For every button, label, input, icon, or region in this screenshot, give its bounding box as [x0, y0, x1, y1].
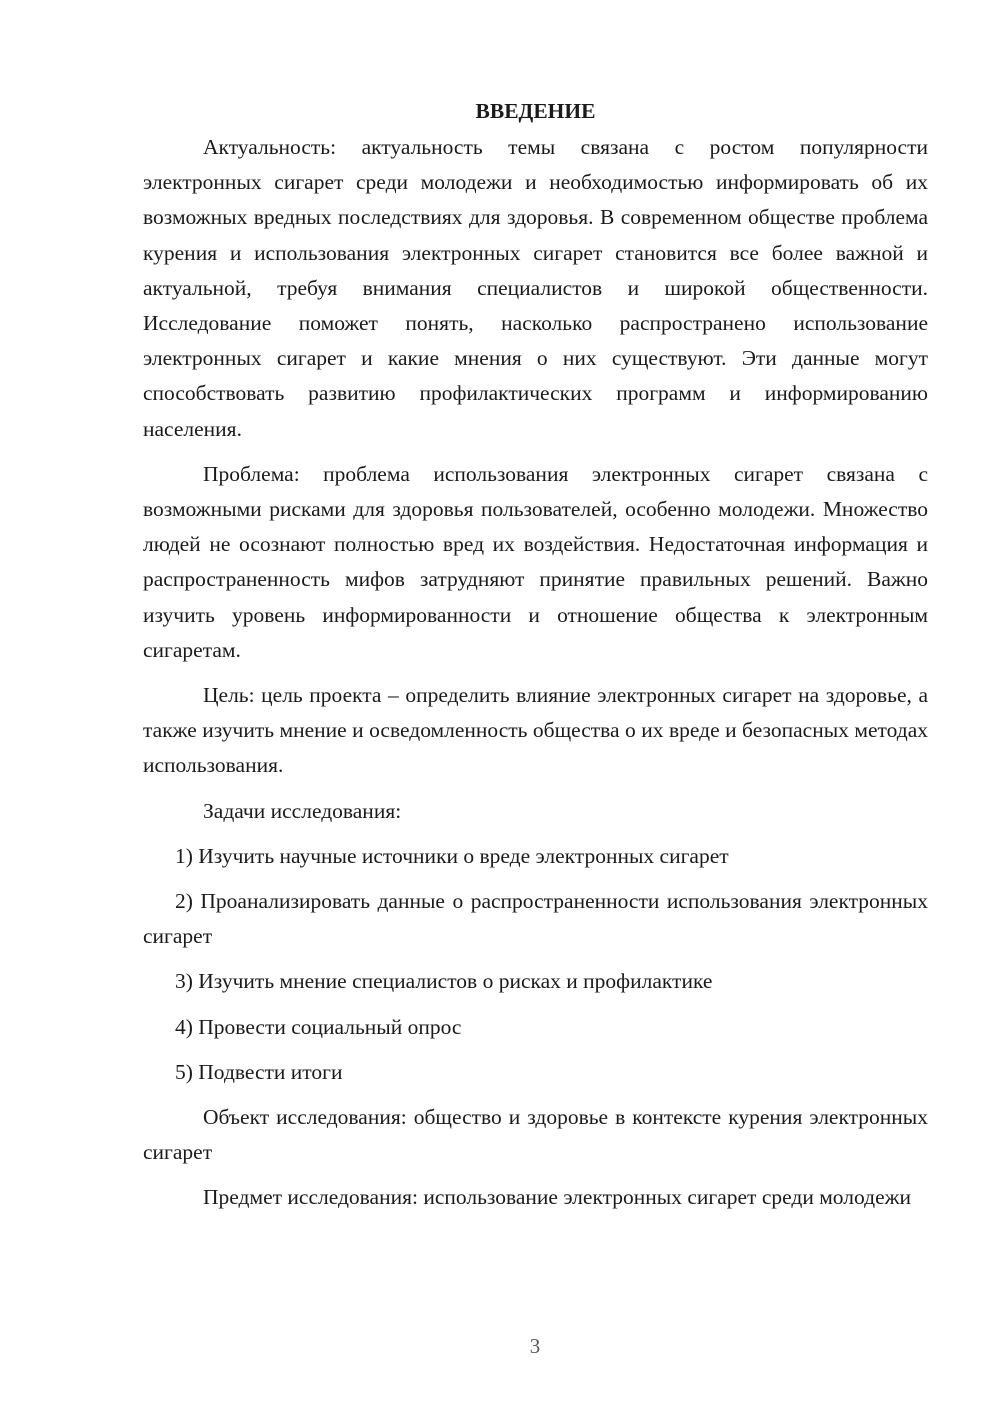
relevance-paragraph: Актуальность: актуальность темы связана с ростом популярности электронных сигарет среди молодежи и необходимостью информировать об их возможных вредных последствиях для здоровья. В современном обществе проблема курения и использования электронных сигарет становится все более важной и актуальной, требуя внимания специалистов и широкой общественности. Исследование поможет понять, насколько распространено использование электронных сигарет и какие мнения о них существуют. Эти данные могут способствовать развитию профилактических программ и информированию населения. [143, 135, 928, 441]
object-paragraph: Объект исследования: общество и здоровье в контексте курения электронных сигарет [143, 1105, 928, 1165]
section-title: ВВЕДЕНИЕ [475, 99, 596, 123]
subject-paragraph: Предмет исследования: использование электронных сигарет среди молодежи [203, 1185, 911, 1210]
problem-paragraph: Проблема: проблема использования электронных сигарет связана с возможными рисками для здоровья пользователей, особенно молодежи. Множество людей не осознают полностью вред их воздействия. Недостаточная информация и распространенность мифов затрудняют принятие правильных решений. Важно изучить уровень информированности и отношение общества к электронным сигаретам. [143, 461, 928, 662]
task-item-1: 1) Изучить научные источники о вреде электронных сигарет [175, 843, 729, 868]
document-page [143, 94, 928, 1216]
task-item-5: 5) Подвести итоги [175, 1059, 343, 1084]
task-item-2: 2) Проанализировать данные о распространенности использования электронных сигарет [143, 889, 928, 949]
task-item-4: 4) Провести социальный опрос [175, 1014, 462, 1039]
task-item-3: 3) Изучить мнение специалистов о рисках и профилактике [175, 969, 713, 994]
goal-paragraph: Цель: цель проекта – определить влияние электронных сигарет на здоровье, а также изучить мнение и осведомленность общества о их вреде и безопасных методах использования. [143, 683, 928, 778]
tasks-heading: Задачи исследования: [203, 798, 402, 823]
page-number: 3 [529, 1334, 541, 1358]
